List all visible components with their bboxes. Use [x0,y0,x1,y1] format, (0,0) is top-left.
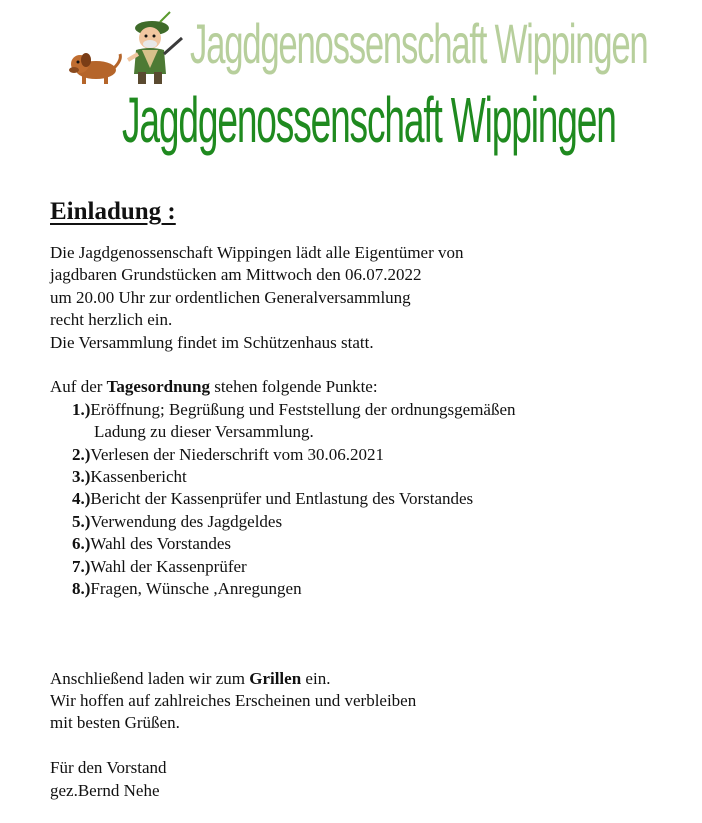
closing-before: Anschließend laden wir zum [50,668,250,688]
letterhead-title-shadow: Jagdgenossenschaft Wippingen [190,12,648,75]
agenda-item [50,533,670,555]
hunter-with-dog-icon [66,8,184,88]
agenda-number: 7.) [72,556,91,576]
letterhead-title: Jagdgenossenschaft Wippingen [122,84,616,156]
agenda-text: Fragen, Wünsche ,Anregungen [90,579,302,599]
closing-line: mit besten Grüßen. [50,713,180,733]
agenda-item [50,399,670,444]
letter-body [50,196,670,802]
closing-after: ein. [301,668,331,688]
intro-line: Die Versammlung findet im Schützenhaus statt. [50,332,374,352]
agenda-text: Kassenbericht [90,467,187,487]
agenda-number: 2.) [72,444,91,464]
letter-heading: Einladung : [50,198,176,225]
closing-invitation [50,668,670,690]
agenda-item [50,466,670,488]
intro-line: um 20.00 Uhr zur ordentlichen Generalversammlung [50,287,411,307]
agenda-item [50,511,670,533]
agenda-intro-bold: Tagesordnung [106,377,210,397]
agenda-item [50,578,670,600]
closing-line: Wir hoffen auf zahlreiches Erscheinen und verbleiben [50,691,417,711]
agenda-number: 6.) [72,534,91,554]
agenda-item [50,488,670,510]
agenda-text: Verwendung des Jagdgeldes [90,511,283,531]
agenda-text-continued: Ladung zu dieser Versammlung. [94,422,314,442]
agenda-list [50,399,670,601]
agenda-text: Verlesen der Niederschrift vom 30.06.2021 [90,444,385,464]
intro-line: jagdbaren Grundstücken am Mittwoch den 06.07.2022 [50,265,422,285]
agenda-text: Wahl des Vorstandes [90,534,232,554]
agenda-number: 3.) [72,467,91,487]
closing-bold: Grillen [249,668,302,688]
intro-line: recht herzlich ein. [50,310,173,330]
signature-line: Für den Vorstand [50,758,167,778]
agenda-number: 4.) [72,489,91,509]
intro-line: Die Jagdgenossenschaft Wippingen lädt alle Eigentümer von [50,243,464,262]
letterhead [0,0,702,175]
agenda-text: Wahl der Kassenprüfer [90,556,247,576]
agenda-text: Bericht der Kassenprüfer und Entlastung des Vorstandes [90,489,474,509]
agenda-intro-after: stehen folgende Punkte: [209,377,378,397]
signature-name: gez.Bernd Nehe [50,780,160,800]
agenda-item [50,556,670,578]
agenda-number: 1.) [72,399,91,419]
agenda-number: 8.) [72,579,91,599]
agenda-intro-before: Auf der [50,377,107,397]
agenda-item [50,444,670,466]
agenda-text: Eröffnung; Begrüßung und Feststellung der ordnungsgemäßen [90,399,516,419]
agenda-intro [50,376,670,398]
agenda-number: 5.) [72,511,91,531]
